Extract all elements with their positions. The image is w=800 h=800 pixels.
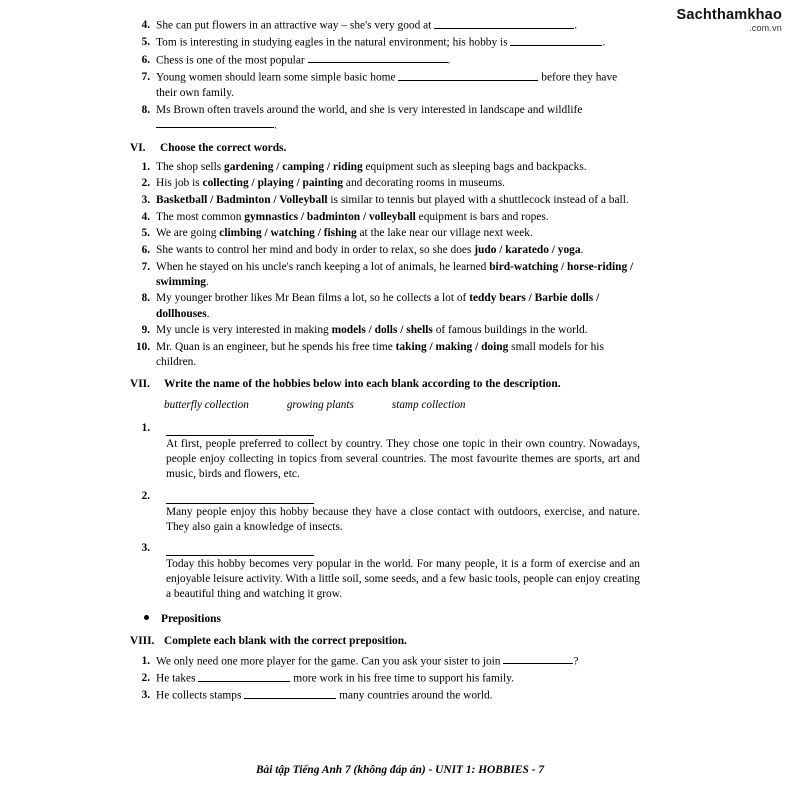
item-text [156, 193, 640, 208]
item-text-part: We only need one more player for the game. Can you ask your sister to join [156, 655, 504, 668]
item-number: 6. [141, 243, 150, 256]
item-text [156, 671, 640, 687]
item-text-part: many countries around the world. [336, 689, 493, 702]
item-text [156, 176, 640, 191]
item-number: 4. [141, 210, 150, 223]
item-number: 9. [141, 324, 150, 337]
watermark-sub-text: .com.vn [749, 23, 782, 34]
exercise-v-continuation [130, 18, 640, 134]
watermark [676, 8, 782, 34]
item-text-part: . [206, 307, 210, 320]
item-text-part: He collects stamps [156, 689, 245, 702]
page-footer: Bài tập Tiếng Anh 7 (không đáp án) - UNIT 1: HOBBIES - 7 [255, 764, 545, 776]
item-text [156, 688, 640, 704]
item-number: 3. [141, 194, 150, 206]
item-text-part: When he stayed on his uncle's ranch keeping a lot of animals, he learned [156, 260, 490, 273]
answer-line [130, 541, 640, 556]
section-heading-vi [130, 141, 640, 156]
word-bank-option[interactable]: stamp collection [391, 399, 466, 412]
answer-description: At first, people preferred to collect by country. They chose one topic in their own country. Nowadays, people enjoy collecting in topics from several countries. The most favourite themes are sports, art and music, birds and flowers, etc. [166, 438, 640, 481]
list-item [130, 70, 640, 101]
list-item [130, 243, 640, 258]
item-number: 5. [141, 36, 150, 49]
item-text [156, 210, 640, 225]
item-number: 4. [141, 19, 150, 31]
list-item [130, 671, 640, 687]
item-text-part: . [206, 275, 209, 288]
exercise-vi-items [130, 160, 640, 371]
choice-options[interactable]: taking / making / doing [395, 340, 509, 353]
item-number: 7. [141, 71, 150, 84]
item-text [156, 70, 640, 101]
list-item [130, 53, 640, 69]
answer-blank[interactable] [156, 118, 274, 129]
item-text [156, 18, 640, 34]
choice-options[interactable]: judo / karatedo / yoga [474, 243, 581, 256]
list-item [130, 193, 640, 208]
list-item [130, 688, 640, 704]
list-item [130, 226, 640, 241]
section-number: VI. [130, 141, 146, 154]
item-text-part: The shop sells [156, 160, 225, 173]
item-text [156, 103, 640, 134]
answer-block [130, 541, 640, 602]
list-item [130, 160, 640, 175]
item-text-part: His job is [156, 177, 203, 190]
item-text-part: She wants to control her mind and body in order to relax, so she does [156, 243, 475, 256]
item-text-part: at the lake near our village next week. [356, 227, 533, 240]
answer-blank[interactable] [244, 688, 336, 699]
item-text-part: of famous buildings in the world. [432, 324, 588, 337]
item-text [156, 340, 640, 370]
answer-line [130, 489, 640, 504]
item-number: 2. [141, 177, 150, 190]
list-item [130, 260, 640, 290]
section-title: Write the name of the hobbies below into each blank according to the description. [164, 378, 561, 391]
topic-heading-label: Prepositions [161, 613, 221, 626]
item-text-part: more work in his free time to support his family. [290, 672, 514, 685]
item-number: 8. [141, 103, 150, 116]
choice-options[interactable]: bird-watching / horse-riding / swimming [156, 260, 634, 288]
answer-block [130, 421, 640, 482]
answer-blank[interactable] [503, 654, 573, 665]
choice-options[interactable]: collecting / playing / painting [202, 177, 344, 190]
answer-blank[interactable] [166, 423, 314, 436]
topic-heading [144, 612, 640, 627]
answer-block [130, 489, 640, 535]
item-number: 1. [141, 160, 150, 173]
section-number: VIII. [130, 635, 155, 648]
word-bank [164, 398, 640, 413]
item-text-part: . [580, 243, 584, 256]
item-text-part: is similar to tennis but played with a shuttlecock instead of a ball. [327, 194, 629, 206]
answer-blank[interactable] [166, 543, 314, 556]
list-item [130, 18, 640, 34]
item-text [156, 323, 640, 338]
item-text-part: Chess is one of the most popular [156, 54, 308, 67]
item-number: 8. [141, 292, 150, 305]
item-text-part: My younger brother likes Mr Bean films a lot, so he collects a lot of [156, 292, 470, 305]
item-text [156, 226, 640, 241]
exercise-viii-items [130, 654, 640, 705]
item-text [156, 291, 640, 321]
choice-options[interactable]: gardening / camping / riding [224, 160, 363, 173]
choice-options[interactable]: models / dolls / shells [331, 324, 433, 337]
item-text [156, 243, 640, 258]
item-number: 5. [141, 227, 150, 240]
list-item [130, 340, 640, 370]
item-text-part: Mr. Quan is an engineer, but he spends his free time [156, 340, 396, 353]
list-item [130, 210, 640, 225]
list-item [130, 103, 640, 134]
answer-blank[interactable] [434, 18, 574, 29]
choice-options[interactable]: gymnastics / badminton / volleyball [244, 210, 416, 223]
word-bank-option[interactable]: butterfly collection [164, 399, 249, 412]
item-text [156, 260, 640, 290]
bullet-icon [144, 615, 149, 620]
item-text [156, 53, 640, 69]
watermark-main-text: Sachthamkhao [676, 7, 782, 23]
choice-options[interactable]: Basketball / Badminton / Volleyball [156, 194, 328, 206]
item-number: 7. [141, 260, 150, 273]
item-text [156, 160, 640, 175]
list-item [130, 654, 640, 670]
item-text-part: The most common [156, 210, 245, 223]
section-title: Choose the correct words. [160, 141, 287, 154]
section-title: Complete each blank with the correct preposition. [164, 635, 407, 648]
item-text-part: ? [573, 655, 579, 668]
section-heading-viii [130, 634, 640, 649]
item-number: 6. [141, 53, 150, 66]
item-text-part: equipment such as sleeping bags and backpacks. [362, 160, 587, 173]
list-item [130, 323, 640, 338]
answer-description: Today this hobby becomes very popular in the world. For many people, it is a form of exercise and an enjoyable leisure activity. With a little soil, some seeds, and a few basic tools, people can enjoy creating a beautiful thing and watching it grow. [166, 557, 640, 601]
choice-options[interactable]: teddy bears / Barbie dolls / dollhouses [156, 292, 600, 320]
answer-line [130, 421, 640, 436]
item-number: 10. [136, 340, 150, 353]
item-text-part: . [602, 37, 606, 50]
item-text-part: Tom is interesting in studying eagles in the natural environment; his hobby is [156, 37, 511, 50]
item-text-part: before they have their own family. [156, 71, 618, 99]
item-text-part: and decorating rooms in museums. [343, 177, 506, 190]
item-text-part: small models for his children. [156, 340, 604, 369]
list-item [130, 176, 640, 191]
item-text-part: We are going [156, 227, 220, 240]
item-number: 3. [141, 541, 150, 554]
item-number: 1. [141, 422, 150, 435]
list-item [130, 291, 640, 321]
answer-blank[interactable] [166, 491, 314, 504]
item-text-part: Young women should learn some simple basic home [156, 71, 399, 84]
item-number: 1. [141, 654, 150, 667]
item-text [156, 35, 640, 51]
item-text-part: . [274, 119, 277, 132]
item-text-part: . [574, 19, 578, 32]
item-number: 3. [141, 689, 150, 702]
word-bank-option[interactable]: growing plants [286, 399, 354, 412]
item-text-part: Ms Brown often travels around the world, and she is very interested in landscape and wildlife [156, 103, 583, 116]
answer-description: Many people enjoy this hobby because they have a close contact with outdoors, exercise, and nature. They also gain a knowledge of insects. [166, 505, 640, 533]
answer-blank[interactable] [398, 70, 538, 81]
choice-options[interactable]: climbing / watching / fishing [219, 227, 357, 240]
item-text-part: He takes [156, 672, 199, 685]
item-text-part: . [447, 54, 451, 67]
section-heading-vii [130, 377, 640, 392]
item-number: 2. [141, 489, 150, 502]
item-text-part: She can put flowers in an attractive way – she's very good at [156, 19, 435, 32]
item-text-part: My uncle is very interested in making [156, 324, 332, 337]
answer-blank[interactable] [510, 35, 602, 46]
answer-blank[interactable] [198, 671, 290, 682]
answer-blank[interactable] [308, 53, 448, 64]
item-number: 2. [141, 671, 150, 684]
section-number: VII. [130, 378, 150, 391]
item-text-part: equipment is bars and ropes. [415, 210, 549, 223]
list-item [130, 35, 640, 51]
item-text [156, 654, 640, 670]
page-content [130, 18, 640, 704]
